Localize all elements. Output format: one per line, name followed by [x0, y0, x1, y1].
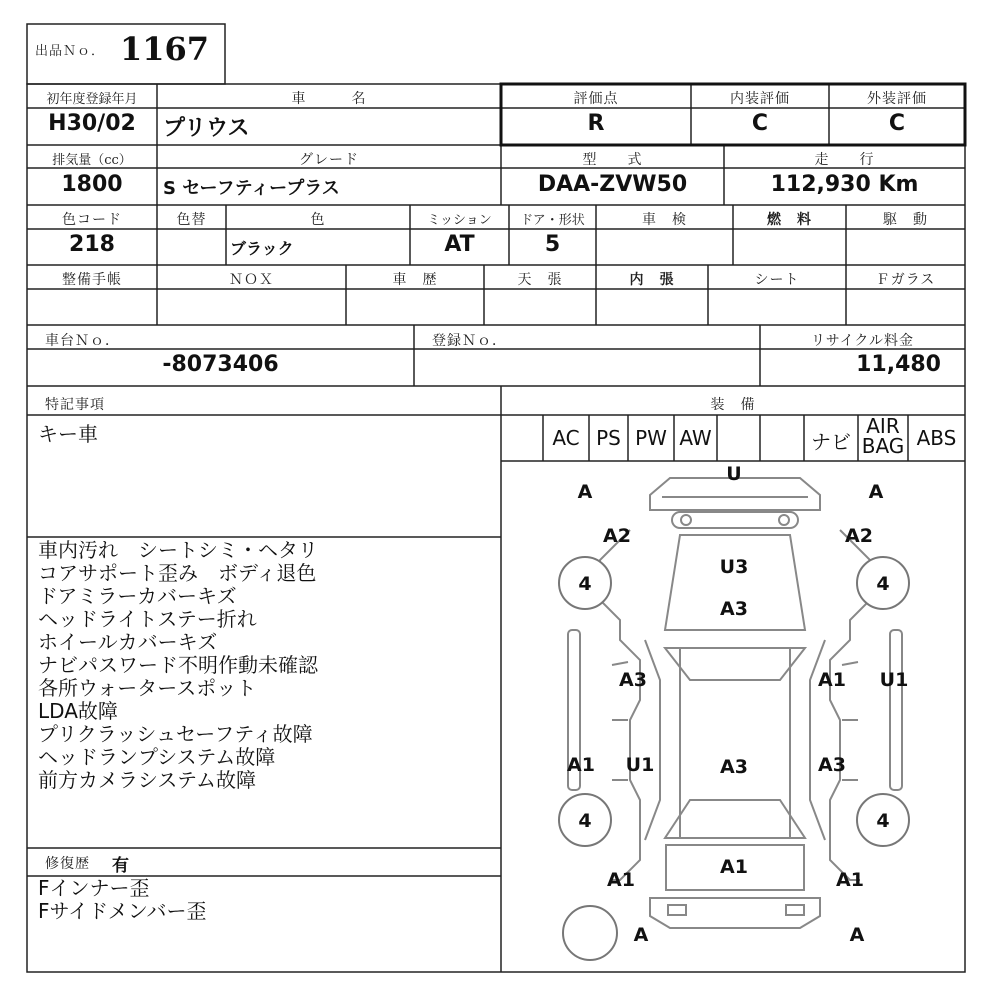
dmg-rocker-left: A1: [567, 754, 595, 776]
note-line: コアサポート歪み ボディ退色: [38, 561, 317, 585]
repair-line: Fサイドメンバー歪: [38, 899, 207, 923]
displacement-value: 1800: [61, 172, 123, 197]
mileage-value: 112,930 Km: [770, 172, 919, 197]
score-label: 評価点: [573, 91, 619, 107]
first-reg-value: H30/02: [48, 111, 136, 136]
grade-label: グレード: [299, 152, 359, 168]
equip-aw: AW: [679, 426, 712, 450]
dmg-quarter-right: A1: [836, 869, 864, 891]
equip-abs: ABS: [916, 426, 957, 450]
dmg-roof: A3: [720, 756, 748, 778]
dmg-front-left-a: A: [577, 481, 593, 503]
drive-label: 駆 動: [883, 212, 928, 228]
equip-pw: PW: [635, 426, 667, 450]
recycle-label: リサイクル料金: [810, 333, 915, 349]
note-line: 車内汚れ シートシミ・ヘタリ: [38, 538, 318, 562]
model-value: DAA-ZVW50: [537, 172, 688, 197]
dmg-wheel-fl: 4: [578, 573, 592, 595]
dmg-top-u: U: [726, 463, 742, 485]
dmg-door-right-rear: A3: [818, 754, 846, 776]
maintenance-label: 整備手帳: [62, 272, 122, 288]
note-line: ホイールカバーキズ: [38, 630, 218, 654]
dmg-fender-right: A2: [845, 525, 873, 547]
dmg-hood-a3: A3: [720, 598, 748, 620]
roof-label: 天 張: [517, 272, 563, 288]
displacement-label: 排気量（cc）: [52, 153, 132, 168]
inspection-label: 車 検: [642, 212, 687, 228]
note-line: 各所ウォータースポット: [38, 676, 257, 700]
exterior-label: 外装評価: [867, 91, 927, 107]
chassis-value: -8073406: [162, 352, 279, 377]
reg-no-label: 登録Ｎｏ．: [432, 333, 507, 349]
dmg-rear-left-a: A: [633, 924, 649, 946]
note-line: ナビパスワード不明作動未確認: [38, 653, 318, 677]
note-line: ドアミラーカバーキズ: [38, 584, 237, 608]
dmg-door-left-front: A3: [619, 669, 647, 691]
dmg-quarter-left: A1: [607, 869, 635, 891]
exterior-value: C: [888, 111, 906, 136]
equip-bag: BAG: [861, 434, 905, 458]
spare-tire: [563, 906, 617, 960]
mileage-label: 走 行: [814, 152, 875, 168]
equip-ps: PS: [596, 426, 621, 450]
lining-label: 内 張: [629, 272, 675, 288]
door-value: 5: [544, 232, 561, 257]
notes-list: [38, 539, 318, 792]
dmg-trunk: A1: [720, 856, 748, 878]
repair-label: 修復歴: [45, 856, 90, 872]
mission-value: AT: [444, 232, 475, 257]
color-code-label: 色コード: [62, 212, 122, 228]
equip-navi: ナビ: [811, 430, 851, 454]
dmg-wheel-rl: 4: [578, 810, 592, 832]
seat-label: シート: [754, 272, 800, 288]
door-label: ドア・形状: [520, 213, 585, 228]
note-line: ヘッドライトステー折れ: [38, 607, 257, 631]
repair-list: [38, 877, 207, 923]
car-name-label: 車 名: [291, 91, 367, 107]
repair-line: Fインナー歪: [38, 876, 150, 900]
dmg-wheel-rr: 4: [876, 810, 890, 832]
lot-number: 1167: [120, 30, 210, 68]
dmg-rear-right-a: A: [849, 924, 865, 946]
interior-value: C: [751, 111, 769, 136]
dmg-door-right-front: A1: [818, 669, 846, 691]
first-reg-label: 初年度登録年月: [46, 92, 138, 107]
dmg-door-left-rear: U1: [625, 754, 655, 776]
history-label: 車 歴: [392, 272, 438, 288]
equipment-label: 装 備: [710, 397, 756, 413]
note-line: プリクラッシュセーフティ故障: [38, 722, 313, 746]
fuel-label: 燃 料: [767, 212, 812, 228]
note-line: 前方カメラシステム故障: [38, 768, 256, 792]
color-label: 色: [310, 212, 326, 228]
mission-label: ミッション: [427, 213, 492, 228]
interior-label: 内装評価: [730, 91, 790, 107]
lot-label: 出品Ｎｏ．: [35, 44, 106, 59]
chassis-label: 車台Ｎｏ．: [45, 333, 120, 349]
dmg-pillar-right: U1: [879, 669, 909, 691]
note-line: ヘッドランプシステム故障: [38, 745, 276, 769]
model-label: 型 式: [582, 152, 643, 168]
score-value: R: [587, 111, 605, 136]
nox-label: ＮＯＸ: [229, 272, 274, 288]
grade-value: S セーフティープラス: [163, 178, 340, 199]
equip-ac: AC: [552, 426, 580, 450]
color-change-label: 色替: [176, 212, 207, 228]
note-line: LDA故障: [38, 699, 118, 723]
dmg-fender-left: A2: [603, 525, 631, 547]
color-code-value: 218: [69, 232, 115, 257]
recycle-value: 11,480: [856, 352, 941, 377]
f-glass-label: Ｆガラス: [875, 272, 936, 288]
repair-value: 有: [112, 856, 129, 876]
equip-airbag: [858, 416, 908, 456]
equip-air: AIR: [866, 414, 900, 438]
dmg-hood-u3: U3: [719, 556, 749, 578]
car-name-value: プリウス: [163, 116, 250, 141]
color-value: ブラック: [230, 239, 294, 258]
dmg-front-right-a: A: [868, 481, 884, 503]
notes-top: キー車: [38, 422, 98, 446]
dmg-wheel-fr: 4: [876, 573, 890, 595]
notes-label: 特記事項: [45, 397, 105, 413]
